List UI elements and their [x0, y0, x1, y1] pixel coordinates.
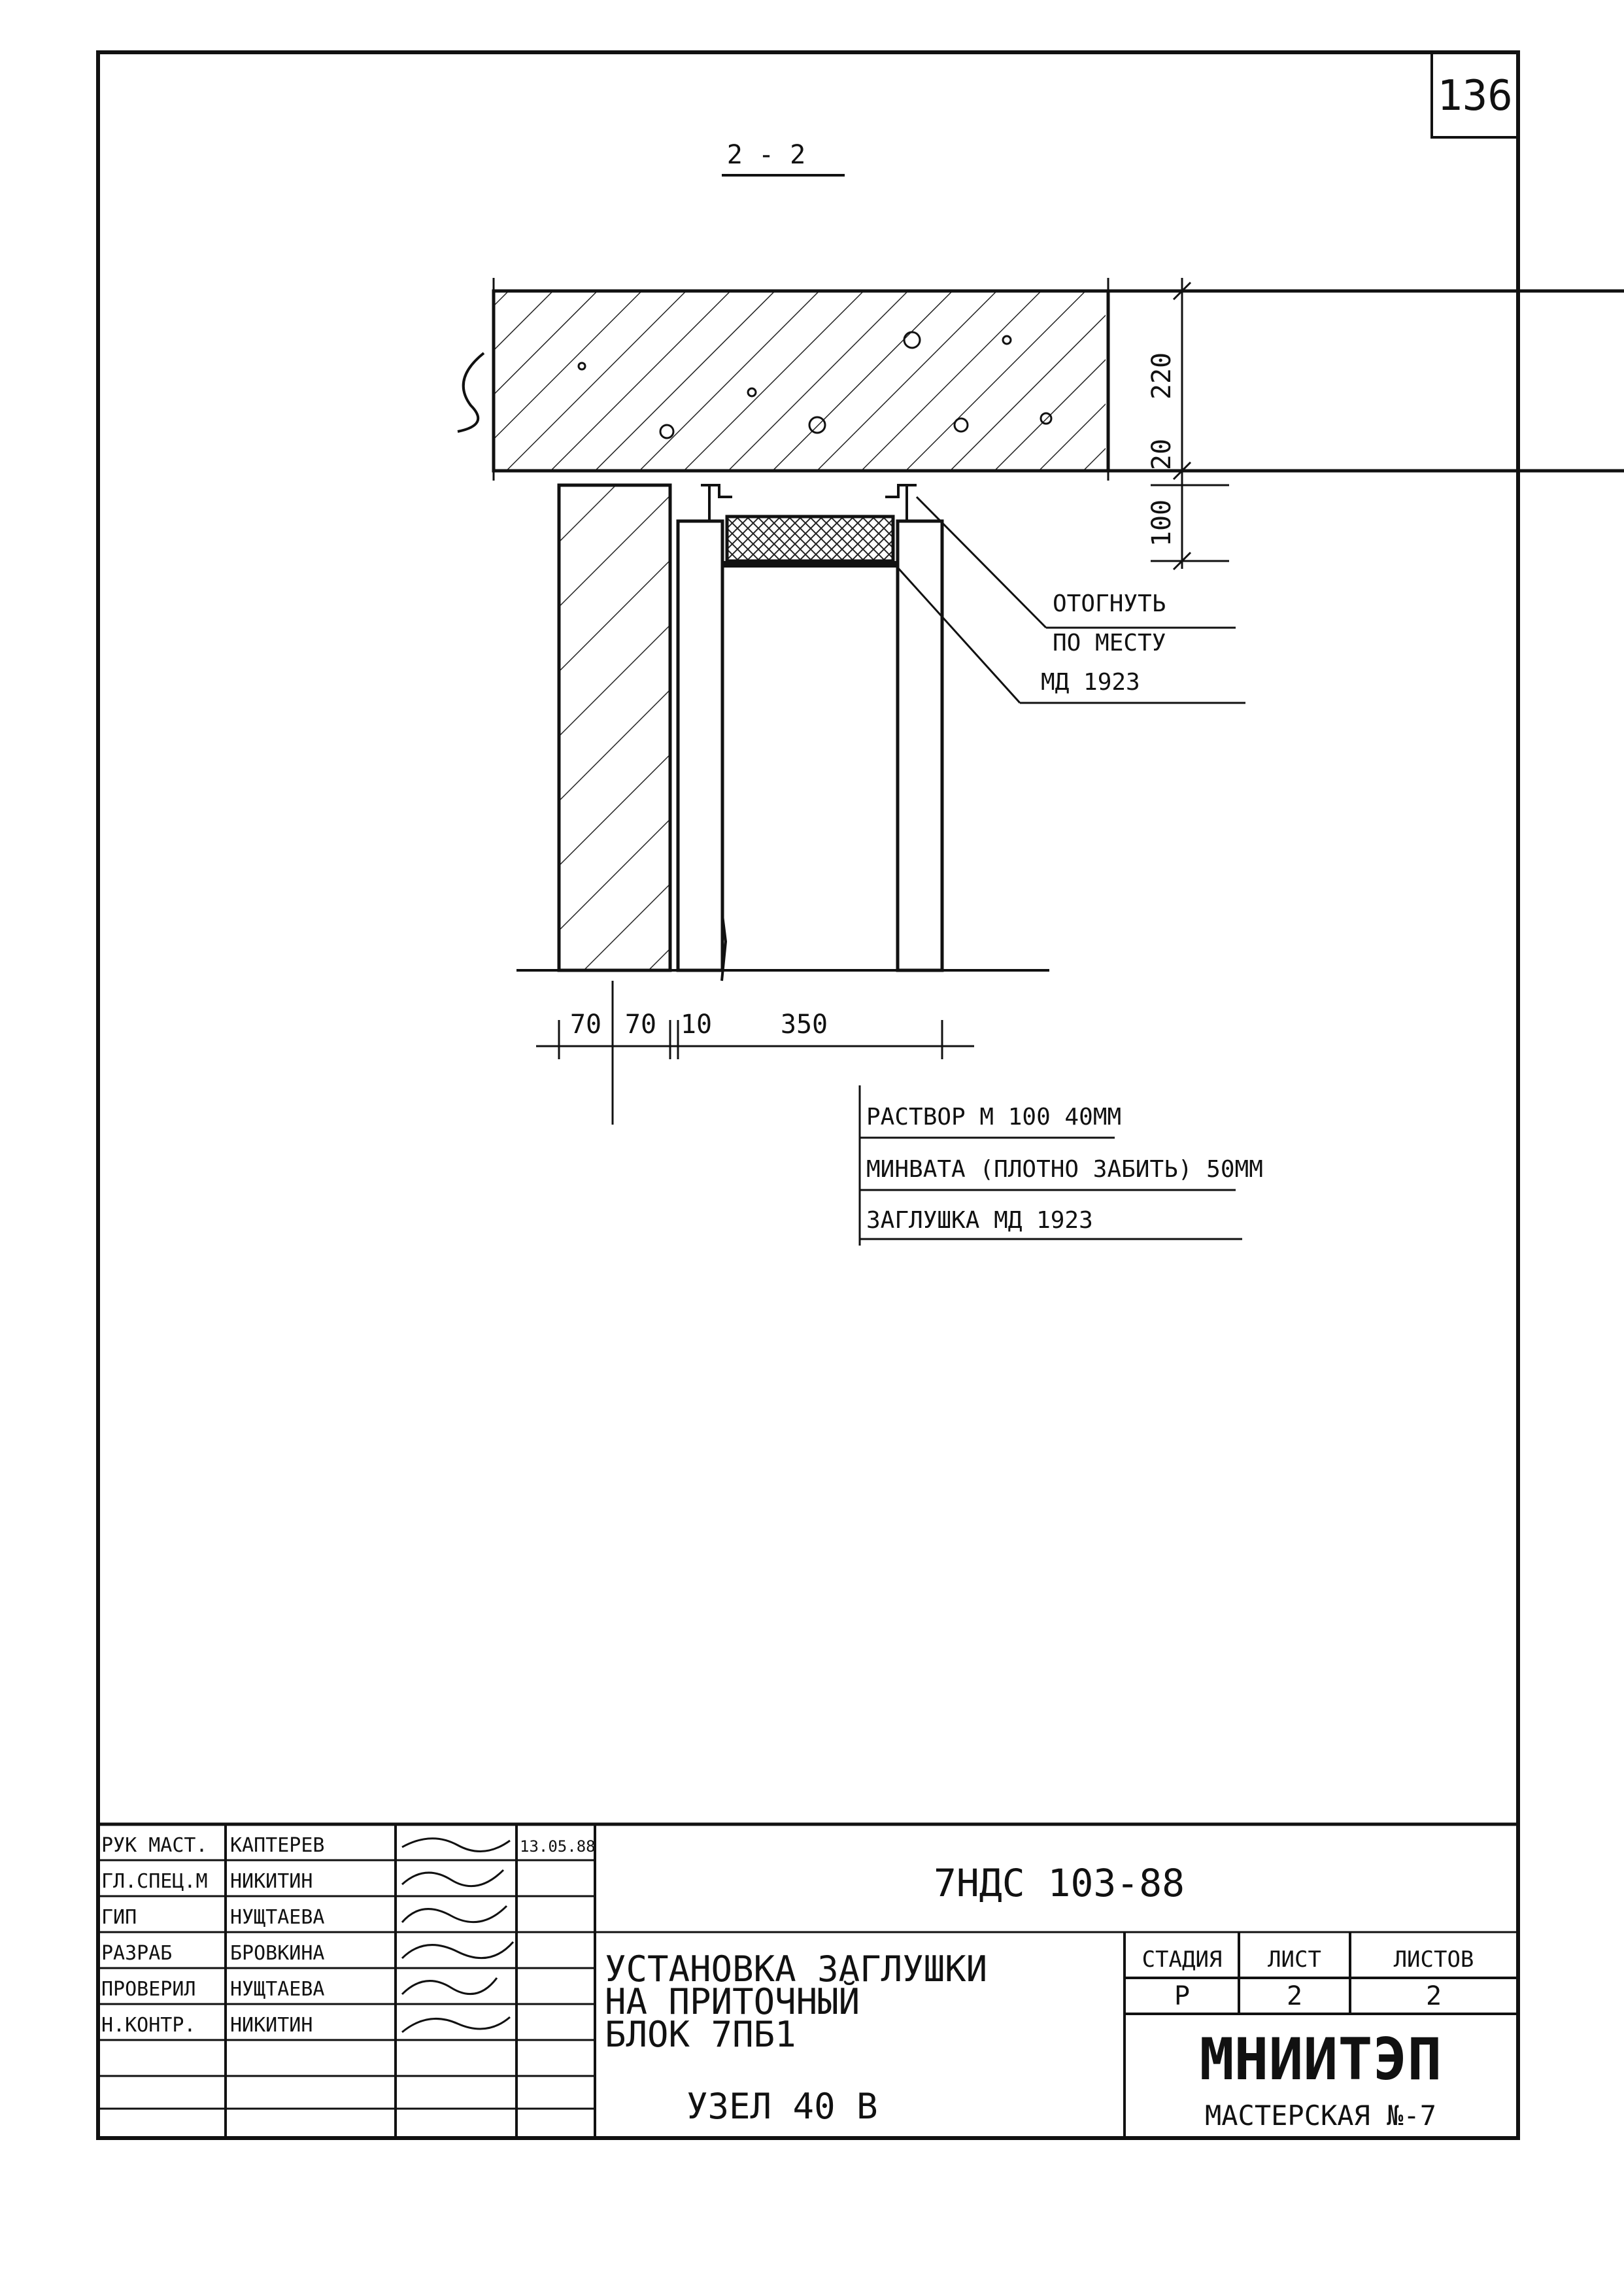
name-checker: НУЩТАЕВА: [230, 1978, 325, 2001]
sheet-header: ЛИСТ: [1268, 1946, 1321, 1973]
name-developer: БРОВКИНА: [230, 1942, 325, 1965]
document-code: 7НДС 103-88: [933, 1861, 1185, 1905]
callout-bend: [917, 497, 1236, 656]
name-norm-control: НИКИТИН: [230, 2014, 313, 2037]
dim-70-a: 70: [569, 1010, 602, 1040]
dim-20: 20: [1147, 438, 1177, 471]
drawing-title-line1: УСТАНОВКА ЗАГЛУШКИ: [605, 1948, 988, 1990]
sheets-total: 2: [1425, 1981, 1442, 2011]
layer-legend: [860, 1085, 1263, 1246]
dim-220: 220: [1147, 352, 1177, 400]
legend-mortar: РАСТВОР М 100 40ММ: [866, 1104, 1122, 1130]
stage-value: Р: [1174, 1981, 1191, 2011]
dim-10: 10: [680, 1010, 713, 1040]
sheet-number: 2: [1286, 1981, 1303, 2011]
workshop-name: МАСТЕРСКАЯ №-7: [1204, 2100, 1437, 2132]
role-chief-spec: ГЛ.СПЕЦ.М: [101, 1870, 208, 1893]
section-label-text: 2 - 2: [726, 140, 806, 170]
drawing-title-line3: БЛОК 7ПБ1: [605, 2014, 796, 2055]
title-block: [98, 1824, 1518, 2138]
callout-bend-line2: ПО МЕСТУ: [1053, 630, 1166, 656]
name-gip: НУЩТАЕВА: [230, 1906, 325, 1929]
organization-name: МНИИТЭП: [1199, 2026, 1442, 2093]
node-label: УЗЕЛ 40 В: [686, 2086, 878, 2127]
callout-part-code: МД 1923: [1041, 669, 1140, 696]
dim-350: 350: [780, 1010, 828, 1040]
page-number-box: [1432, 52, 1518, 137]
duct-wall-left: [678, 521, 722, 970]
horizontal-dimensions: [536, 981, 974, 1125]
dim-70-b: 70: [624, 1010, 657, 1040]
name-chief-spec: НИКИТИН: [230, 1870, 313, 1893]
legend-plug: ЗАГЛУШКА МД 1923: [866, 1207, 1093, 1234]
role-gip: ГИП: [101, 1906, 137, 1929]
name-head-master: КАПТЕРЕВ: [230, 1834, 325, 1857]
vertical-dimensions: [1147, 278, 1229, 570]
plug-plate: [722, 561, 898, 568]
role-developer: РАЗРАБ: [101, 1942, 173, 1965]
section-drawing: [458, 278, 1624, 1246]
stage-header: СТАДИЯ: [1142, 1946, 1223, 1973]
role-norm-control: Н.КОНТР.: [101, 2014, 196, 2037]
wall-panel: [559, 485, 670, 970]
section-label: [722, 140, 845, 175]
dim-100: 100: [1147, 499, 1177, 547]
duct-wall-right: [898, 521, 942, 970]
signature-date: 13.05.88: [520, 1837, 596, 1856]
sheets-header: ЛИСТОВ: [1393, 1946, 1474, 1973]
callout-bend-line1: ОТОГНУТЬ: [1053, 590, 1166, 617]
legend-mineral-wool: МИНВАТА (ПЛОТНО ЗАБИТЬ) 50ММ: [866, 1156, 1263, 1183]
drawing-title-line2: НА ПРИТОЧНЫЙ: [605, 1981, 860, 2022]
page-number: 136: [1437, 72, 1513, 120]
mineral-wool-plug: [727, 517, 893, 561]
role-head-master: РУК МАСТ.: [101, 1834, 208, 1857]
role-checker: ПРОВЕРИЛ: [101, 1978, 196, 2001]
